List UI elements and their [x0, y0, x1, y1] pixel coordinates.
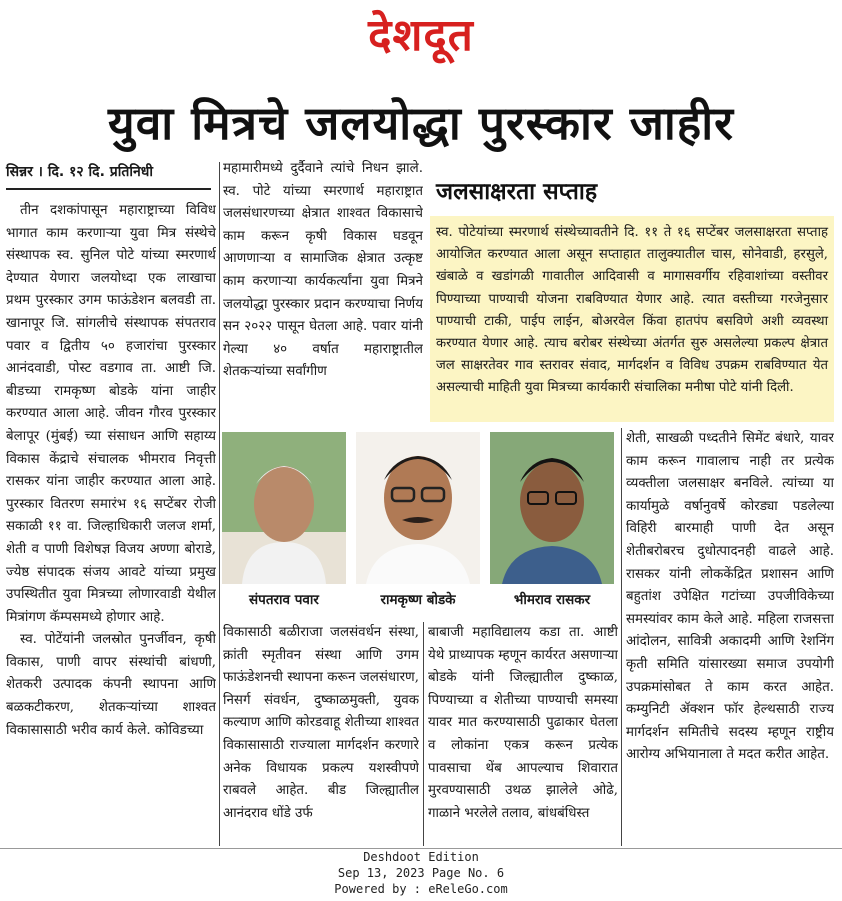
- article-column-2-top: [223, 158, 423, 412]
- photo-caption: संपतराव पवार: [249, 592, 319, 608]
- sidebar-box-body: [430, 216, 834, 422]
- byline: सिन्नर । दि. १२ दि. प्रतिनिधी: [6, 164, 153, 180]
- article-paragraph: तीन दशकांपासून महाराष्ट्राच्या विविध भागात काम करणाऱ्या युवा मित्र संस्थेचे संस्थापक स्व. सुनिल पोटे यांच्या स्मरणार्थ देण्यात येणारा जलयोध्दा एक लाखाचा प्रथम पुरस्कार उगम फाऊंडेशन बलवडी ता. खानापूर जि. सांगलीचे संस्थापक संपतराव पवार व द्वितीय ५० हजारांचा पुरस्कार आनंदवाडी, पोस्ट वडगाव ता. आष्टी जि. बीडच्या रामकृष्ण बोडके यांना जाहीर करण्यात आला आहे. जीवन गौरव पुरस्कार बेलापूर (मुंबई) च्या संसाधन आणि सहाय्य विकास केंद्राचे संचालक भीमराव निवृत्ती रासकर यांना जाहीर करण्यात आला आहे. पुरस्कार वितरण समारंभ १६ सप्टेंबर रोजी सकाळी ११ वा. जिल्हाधिकारी जलज शर्मा, शेती व पाणी विशेषज्ञ विजय अण्णा बोराडे, ज्येष्ठ संपादक संजय आवटे यांच्या प्रमुख उपस्थितीत युवा मित्रच्या लोणारवाडी येथील मित्रांगण कॅम्पसमध्ये होणार आहे.: [6, 203, 216, 625]
- article-paragraph: विकासाठी बळीराजा जलसंवर्धन संस्था, क्रांती स्मृतीवन संस्था आणि उगम फाऊंडेशनची स्थापना करून जलसंधारण, निसर्ग संवर्धन, दुष्काळमुक्ती, युवक कल्याण आणि कोरडवाहू शेतीच्या शाश्वत विकासासाठी राज्याला मार्गदर्शन करणारे अनेक विधायक प्रकल्प यशस्वीपणे राबवले आहेत. बीड जिल्ह्यातील आनंदराव धोंडे उर्फ: [223, 625, 419, 821]
- article-paragraph: शेती, साखळी पध्दतीने सिमेंट बंधारे, यावर काम करून गावालाच नाही तर प्रत्येक व्यक्तीला जलसाक्षर बनविले. त्यांच्या या कार्यामुळे वर्षानुवर्षे कोरड्या पडलेल्या विहिरी बारमाही पाणी देत असून शेतीबरोबरच दुधोत्पादनही वाढले आहे. रासकर यांनी लोककेंद्रित प्रशासन आणि बहुतांश उपेक्षित गटांच्या उपजीविकेच्या समस्यांवर काम केले आहे. महिला राजसत्ता आंदोलन, सावित्री अकादमी आणि रेशनिंग कृती समिति यांसारख्या समाज उपयोगी उपक्रमांसोबत ते काम करत आहेत. कम्युनिटी ॲक्शन फॉर हेल्थसाठी राज्य मार्गदर्शन समितीचे सदस्य म्हणून राष्ट्रीय आरोग्य अभियानाला ते मदत करीत आहेत.: [626, 431, 834, 763]
- article-paragraph: बाबाजी महाविद्यालय कडा ता. आष्टी येथे प्राध्यापक म्हणून कार्यरत असणाऱ्या बोडके यांनी जिल्ह्यातील दुष्काळ, पिण्याच्या व शेतीच्या पाण्याची समस्या यावर मात करण्यासाठी पुढाकार घेतला व लोकांना एकत्र करून प्रत्येक पावसाचा थेंब आपल्याच शिवारात मुरवण्यासाठी उथळ झालेले ओढे, गाळाने भरलेले तलाव, बांधबंधिस्त: [428, 625, 618, 821]
- article-column-2-bottom: [223, 622, 419, 848]
- sidebar-box-header: [430, 168, 834, 218]
- photo-caption: भीमराव रासकर: [513, 592, 591, 608]
- article-column-3-bottom: [428, 622, 618, 848]
- article-paragraph: स्व. पोटेंयांनी जलस्रोत पुनर्जीवन, कृषी विकास, पाणी वापर संस्थांची बांधणी, शेतकरी उत्पादक कंपनी स्थापना आणि बळकटीकरण, शेतकऱ्यांच्या शाश्वत विकासासाठी भरीव कार्य केले. कोविडच्या: [6, 632, 216, 738]
- masthead: [0, 6, 842, 68]
- footer: [0, 849, 842, 897]
- article-paragraph: महामारीमध्ये दुर्दैवाने त्यांचे निधन झाले. स्व. पोटे यांच्या स्मरणार्थ महाराष्ट्रात जलसंधारणच्या क्षेत्रात शाश्वत विकासाचे काम करून कृषी विकास घडवून आणणाऱ्या व सामाजिक क्षेत्रात उत्कृष्ट काम करणाऱ्या कार्यकर्त्यांना युवा मित्रने जलयोद्धा पुरस्कार प्रदान करण्याचा निर्णय सन २०२२ पासून घेतला आहे. पवार यांनी गेल्या ४० वर्षात महाराष्ट्रातील शेतकऱ्यांच्या सर्वांगीण: [223, 161, 423, 380]
- byline-divider: [6, 188, 211, 190]
- footer-powered-by: Powered by : eReleGo.com: [334, 882, 508, 896]
- column-divider: [621, 428, 622, 846]
- portrait-image: [222, 432, 346, 584]
- portrait-photo-2: [356, 432, 480, 584]
- sidebar-box: [430, 168, 834, 422]
- article-column-1: [6, 200, 216, 845]
- portrait-image: [356, 432, 480, 584]
- headline: युवा मित्रचे जलयोद्धा पुरस्कार जाहीर: [108, 96, 734, 150]
- footer-date-page: Sep 13, 2023 Page No. 6: [337, 866, 505, 880]
- portrait-photo-3: [490, 432, 614, 584]
- portrait-photo-1: [222, 432, 346, 584]
- article-column-4: [626, 428, 834, 848]
- column-divider: [423, 622, 424, 846]
- sidebar-box-title: जलसाक्षरता सप्ताह: [436, 179, 598, 205]
- portrait-image: [490, 432, 614, 584]
- photo-caption: रामकृष्ण बोडके: [380, 592, 456, 608]
- newspaper-logo: देशदूत: [368, 10, 474, 61]
- column-divider: [219, 162, 220, 846]
- sidebar-box-text: स्व. पोटेयांच्या स्मरणार्थ संस्थेच्यावतीने दि. ११ ते १६ सप्टेंबर जलसाक्षरता सप्ताह आयोजित करण्यात आला असून सप्ताहात तालुक्यातील चास, सोनेवाडी, हरसुले, खंबाळे व खडांगळी गावातील आदिवासी व मागासवर्गीय रहिवाशांच्या वस्तीवर पिण्याच्या पाण्याची योजना राबविण्यात येणार आहे. त्यात वस्तीच्या गरजेनुसार पाण्याची टाकी, पाईप लाईन, बोअरवेल किंवा हातपंप बसविणे अशी व्यवस्था करण्यात येणार आहे. त्याच बरोबर संस्थेच्या अंतर्गत सुरु असलेल्या प्रकल्प क्षेत्रात जल साक्षरतेवर गाव स्तरावर संवाद, मार्गदर्शन व विविध उपक्रम राबविण्यात येत असल्याची माहिती युवा मित्रच्या कार्यकारी संचालिका मनीषा पोटे यांनी दिली.: [436, 225, 828, 396]
- footer-edition: Deshdoot Edition: [363, 850, 479, 864]
